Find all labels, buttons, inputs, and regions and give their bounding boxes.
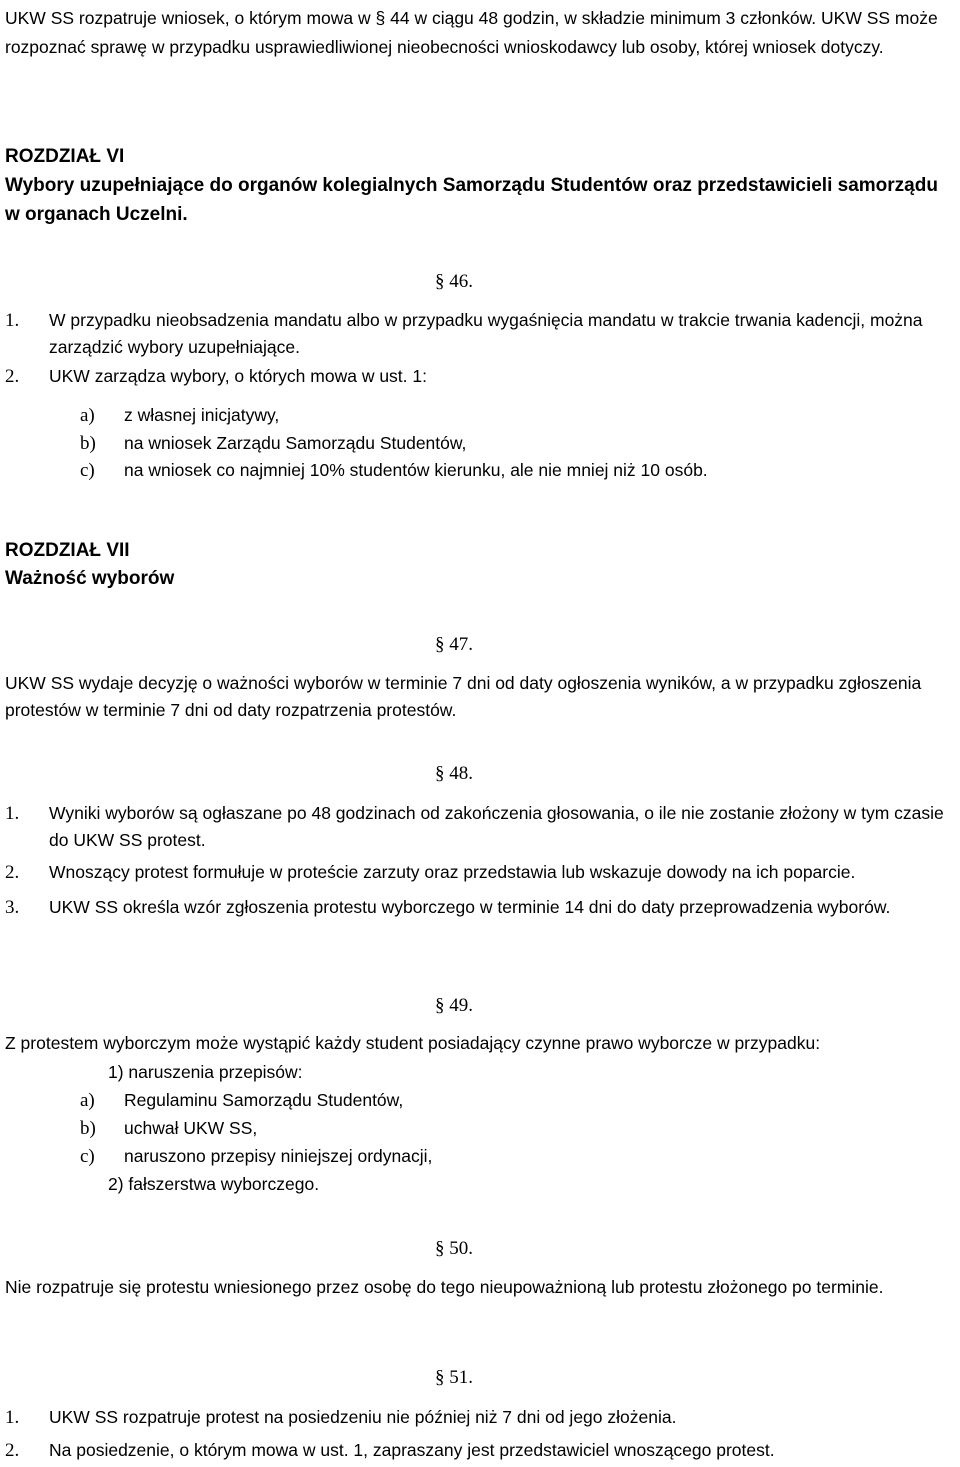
item-number: 1.	[5, 310, 20, 331]
section-50-label: § 50.	[435, 1238, 473, 1259]
subitem-letter: b)	[80, 1118, 96, 1139]
section-50-text: Nie rozpatruje się protestu wniesionego przez osobę do tego nieupoważnioną lub protestu złożonego po terminie.	[5, 1277, 884, 1297]
section-46-subitem-a	[80, 402, 954, 429]
section-46-subitem-b	[80, 430, 954, 457]
section-49-text: Z protestem wyborczym może wystąpić każdy student posiadający czynne prawo wyborcze w przypadku:	[5, 1033, 821, 1053]
subitem-letter: b)	[80, 433, 96, 454]
section-49-subitem-c	[80, 1143, 954, 1170]
section-51-label: § 51.	[435, 1367, 473, 1388]
section-48-item-1	[5, 800, 954, 854]
section-48-item-3	[5, 894, 954, 921]
section-49-label: § 49.	[435, 995, 473, 1016]
chapter-6-title: ROZDZIAŁ VI	[5, 146, 125, 167]
chapter-6-subtitle: Wybory uzupełniające do organów kolegialnych Samorządu Studentów oraz przedstawicieli samorządu w organach Uczelni.	[5, 175, 938, 225]
subitem-text: uchwał UKW SS,	[124, 1118, 258, 1138]
section-48-label: § 48.	[435, 763, 473, 784]
section-49-point-2: 2) fałszerstwa wyborczego.	[108, 1174, 320, 1194]
item-text: Wnoszący protest formułuje w proteście zarzuty oraz przedstawia lub wskazuje dowody na ich poparcie.	[49, 862, 856, 882]
item-number: 3.	[5, 897, 20, 918]
section-49-subitem-a	[80, 1087, 954, 1114]
chapter-7-subtitle: Ważność wyborów	[5, 568, 175, 589]
section-46-item-1	[5, 307, 954, 361]
item-text: UKW SS określa wzór zgłoszenia protestu wyborczego w terminie 14 dni do daty przeprowadzenia wyborów.	[49, 897, 891, 917]
section-49-subitem-b	[80, 1115, 954, 1142]
section-49-point-1: 1) naruszenia przepisów:	[108, 1062, 303, 1082]
subitem-text: na wniosek co najmniej 10% studentów kierunku, ale nie mniej niż 10 osób.	[124, 460, 708, 480]
item-text: UKW zarządza wybory, o których mowa w ust. 1:	[49, 366, 427, 386]
section-46-subitem-c	[80, 457, 954, 484]
intro-paragraph: UKW SS rozpatruje wniosek, o którym mowa w § 44 w ciągu 48 godzin, w składzie minimum 3 członków. UKW SS może rozpoznać sprawę w przypadku usprawiedliwionej nieobecności wnioskodawcy lub osoby, której wniosek dotyczy.	[5, 8, 938, 57]
item-number: 2.	[5, 1440, 20, 1461]
item-number: 1.	[5, 1407, 20, 1428]
subitem-text: Regulaminu Samorządu Studentów,	[124, 1090, 404, 1110]
subitem-letter: a)	[80, 405, 95, 426]
subitem-letter: a)	[80, 1090, 95, 1111]
item-text: Wyniki wyborów są ogłaszane po 48 godzinach od zakończenia głosowania, o ile nie zostanie złożony w tym czasie do UKW SS protest.	[49, 803, 944, 850]
subitem-text: na wniosek Zarządu Samorządu Studentów,	[124, 433, 467, 453]
section-48-item-2	[5, 859, 954, 886]
item-number: 2.	[5, 862, 20, 883]
section-51-item-1	[5, 1404, 954, 1431]
chapter-7-title: ROZDZIAŁ VII	[5, 540, 130, 561]
subitem-letter: c)	[80, 1146, 95, 1167]
subitem-text: naruszono przepisy niniejszej ordynacji,	[124, 1146, 433, 1166]
item-text: UKW SS rozpatruje protest na posiedzeniu nie później niż 7 dni od jego złożenia.	[49, 1407, 677, 1427]
item-number: 1.	[5, 803, 20, 824]
subitem-letter: c)	[80, 460, 95, 481]
item-text: W przypadku nieobsadzenia mandatu albo w przypadku wygaśnięcia mandatu w trakcie trwania kadencji, można zarządzić wybory uzupełniające.	[49, 310, 923, 357]
section-51-item-2	[5, 1437, 954, 1464]
item-text: Na posiedzenie, o którym mowa w ust. 1, zapraszany jest przedstawiciel wnoszącego protest.	[49, 1440, 775, 1460]
section-46-label: § 46.	[435, 271, 473, 292]
section-47-label: § 47.	[435, 634, 473, 655]
item-number: 2.	[5, 366, 20, 387]
section-46-item-2	[5, 363, 954, 390]
section-47-text: UKW SS wydaje decyzję o ważności wyborów w terminie 7 dni od daty ogłoszenia wyników, a w przypadku zgłoszenia protestów w terminie 7 dni od daty rozpatrzenia protestów.	[5, 673, 922, 720]
subitem-text: z własnej inicjatywy,	[124, 405, 280, 425]
